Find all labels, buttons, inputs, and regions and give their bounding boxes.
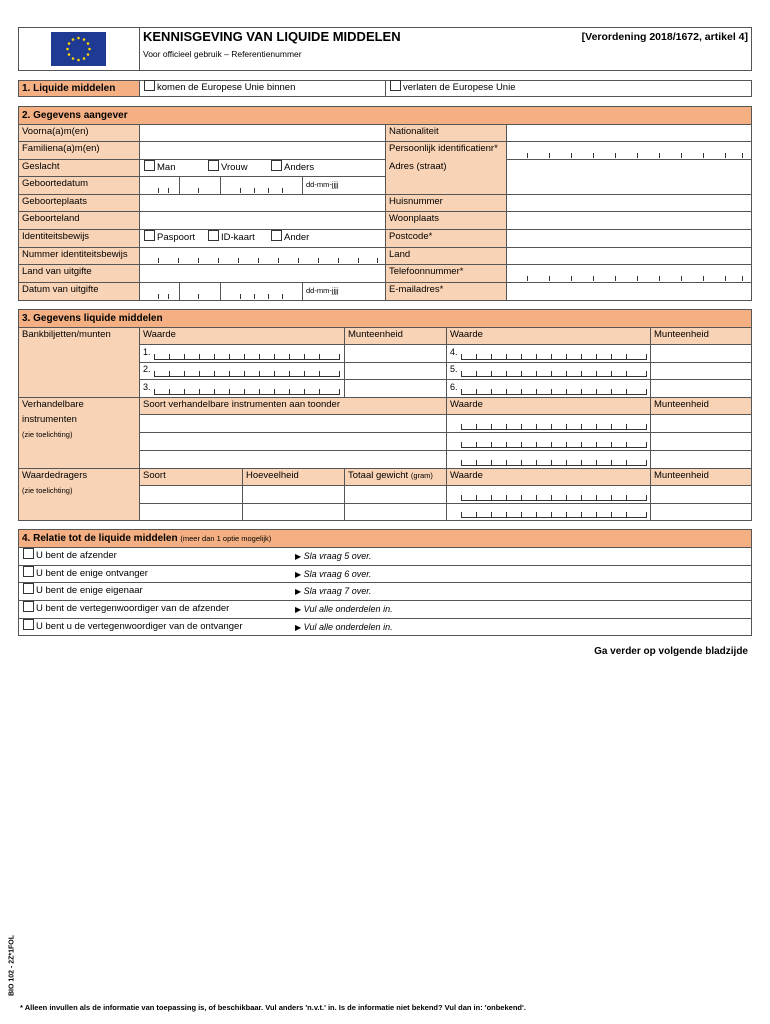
relation-option-receiver[interactable] xyxy=(20,566,148,582)
section1-title: 1. Liquide middelen xyxy=(19,81,139,96)
date-ticks xyxy=(228,293,302,299)
banknote-row-6[interactable] xyxy=(447,380,650,397)
label-country: Land xyxy=(389,249,411,260)
label-birth-date: Geboortedatum xyxy=(22,178,89,189)
official-use-label: Voor officieel gebruik – Referentienummer xyxy=(143,49,302,59)
label-first-names: Voorna(a)m(en) xyxy=(22,126,89,137)
option-entering-label: komen de Europese Unie binnen xyxy=(157,82,296,93)
id-other-label: Ander xyxy=(284,232,310,243)
header-divider xyxy=(139,27,140,71)
checkbox-icon[interactable] xyxy=(144,230,155,241)
section2-title: 2. Gegevens aangever xyxy=(19,107,751,124)
relation-note-text: Vul alle onderdelen in. xyxy=(303,604,393,614)
address-field[interactable] xyxy=(507,160,751,194)
date-ticks xyxy=(188,293,219,299)
banknote-row-4[interactable] xyxy=(447,345,650,362)
date-sep xyxy=(302,283,303,300)
relation-label: U bent de vertegenwoordiger van de afzender xyxy=(36,603,230,614)
label-see-note-2: (zie toelichting) xyxy=(22,486,73,495)
row-number: 2. xyxy=(143,364,151,374)
personal-id-field[interactable] xyxy=(507,142,751,159)
col-negotiable-type: Soort verhandelbare instrumenten aan toonder xyxy=(143,399,340,410)
relation-option-sender-rep[interactable] xyxy=(20,601,229,617)
relation-note-text: Sla vraag 6 over. xyxy=(303,569,372,579)
negotiable-value-field-2[interactable] xyxy=(447,433,650,450)
checkbox-icon[interactable] xyxy=(390,80,401,91)
form-title: KENNISGEVING VAN LIQUIDE MIDDELEN xyxy=(143,29,401,44)
value-ticks xyxy=(154,354,340,360)
value-ticks xyxy=(461,512,647,518)
value-ticks xyxy=(461,424,647,430)
label-house-number: Huisnummer xyxy=(389,196,443,207)
label-email: E-mailadres* xyxy=(389,284,444,295)
checkbox-icon[interactable] xyxy=(23,548,34,559)
label-banknotes: Bankbiljetten/munten xyxy=(22,329,111,340)
banknote-row-1[interactable] xyxy=(140,345,344,362)
col-currency-left: Munteenheid xyxy=(348,329,403,340)
checkbox-icon[interactable] xyxy=(271,160,282,171)
date-sep xyxy=(179,283,180,300)
checkbox-icon[interactable] xyxy=(208,230,219,241)
id-passport-label: Paspoort xyxy=(157,232,196,243)
section4-title xyxy=(19,530,751,547)
value-ticks xyxy=(461,389,647,395)
value-ticks xyxy=(154,371,340,377)
id-number-field[interactable] xyxy=(140,248,385,264)
checkbox-icon[interactable] xyxy=(271,230,282,241)
personal-id-ticks xyxy=(517,152,743,158)
postcode-field[interactable] xyxy=(507,230,751,247)
col-commodity-value: Waarde xyxy=(450,470,483,481)
label-issue-date: Datum van uitgifte xyxy=(22,284,99,295)
date-sep xyxy=(302,177,303,194)
negotiable-type-field-1[interactable] xyxy=(140,415,446,432)
id-passport-option[interactable] xyxy=(141,230,195,246)
s3-vline xyxy=(650,327,651,521)
eu-flag xyxy=(51,32,106,66)
relation-note xyxy=(292,566,371,583)
gender-woman-label: Vrouw xyxy=(221,162,248,173)
birth-country-field[interactable] xyxy=(140,212,385,229)
value-ticks xyxy=(154,389,340,395)
section3-title: 3. Gegevens liquide middelen xyxy=(19,310,751,327)
relation-label: U bent de enige eigenaar xyxy=(36,585,143,596)
col-commodity-currency: Munteenheid xyxy=(654,470,709,481)
triangle-right-icon: ▶ xyxy=(295,570,302,579)
negotiable-type-field-3[interactable] xyxy=(140,451,446,468)
checkbox-icon[interactable] xyxy=(23,583,34,594)
col-value-right: Waarde xyxy=(450,329,483,340)
footnote: * Alleen invullen als de informatie van toepassing is, of beschikbaar. Vul anders 'n.v.t.' in. Is de informatie niet bekend? Vul dan in: 'onbekend'. xyxy=(20,1003,526,1012)
value-ticks xyxy=(461,442,647,448)
checkbox-icon[interactable] xyxy=(23,601,34,612)
row-number: 1. xyxy=(143,347,151,357)
commodity-value-field-1[interactable] xyxy=(447,486,650,503)
label-surnames: Familiena(a)m(en) xyxy=(22,143,100,154)
label-negotiable-1: Verhandelbare xyxy=(22,399,84,410)
relation-note xyxy=(292,548,371,565)
checkbox-icon[interactable] xyxy=(144,160,155,171)
id-card-option[interactable] xyxy=(205,230,255,246)
label-birth-place: Geboorteplaats xyxy=(22,196,87,207)
col-negotiable-currency: Munteenheid xyxy=(654,399,709,410)
banknote-row-5[interactable] xyxy=(447,363,650,379)
house-number-field[interactable] xyxy=(507,195,751,211)
option-leaving-eu[interactable] xyxy=(387,80,516,96)
checkbox-icon[interactable] xyxy=(144,80,155,91)
value-ticks xyxy=(461,371,647,377)
label-nationality: Nationaliteit xyxy=(389,126,439,137)
label-gender: Geslacht xyxy=(22,161,60,172)
col-currency-right: Munteenheid xyxy=(654,329,709,340)
label-city: Woonplaats xyxy=(389,213,439,224)
option-leaving-label: verlaten de Europese Unie xyxy=(403,82,516,93)
label-issue-country: Land van uitgifte xyxy=(22,266,92,277)
relation-label: U bent u de vertegenwoordiger van de ontvanger xyxy=(36,621,243,632)
col-value-left: Waarde xyxy=(143,329,176,340)
label-id-doc: Identiteitsbewijs xyxy=(22,231,90,242)
date-hint: dd-mm-jjjj xyxy=(306,180,339,189)
city-field[interactable] xyxy=(507,212,751,229)
s2-hline xyxy=(19,159,386,160)
id-other-option[interactable] xyxy=(268,230,309,246)
value-ticks xyxy=(461,460,647,466)
relation-note xyxy=(292,619,393,636)
continue-next-page: Ga verder op volgende bladzijde xyxy=(594,646,748,657)
phone-field[interactable] xyxy=(507,265,751,282)
triangle-right-icon: ▶ xyxy=(295,623,302,632)
relation-option-owner[interactable] xyxy=(20,583,143,599)
regulation-ref: [Verordening 2018/1672, artikel 4] xyxy=(581,31,748,43)
value-ticks xyxy=(461,354,647,360)
s3-hline xyxy=(19,397,751,398)
triangle-right-icon: ▶ xyxy=(295,605,302,614)
label-phone: Telefoonnummer* xyxy=(389,266,464,277)
gender-other-label: Anders xyxy=(284,162,315,173)
relation-note xyxy=(292,601,393,618)
gender-man-label: Man xyxy=(157,162,176,173)
section4-subtitle: (meer dan 1 optie mogelijk) xyxy=(180,534,272,543)
date-ticks xyxy=(228,187,302,193)
relation-option-receiver-rep[interactable] xyxy=(20,619,243,635)
relation-label: U bent de enige ontvanger xyxy=(36,568,148,579)
eu-stars-icon xyxy=(66,37,91,62)
email-field[interactable] xyxy=(507,283,751,300)
relation-note-text: Sla vraag 5 over. xyxy=(303,551,372,561)
label-postcode: Postcode* xyxy=(389,231,433,242)
label-birth-country: Geboorteland xyxy=(22,213,80,224)
col-commodity-quantity: Hoeveelheid xyxy=(246,470,299,481)
section4-title-text: 4. Relatie tot de liquide middelen xyxy=(22,533,178,544)
label-personal-id: Persoonlijk identificatienr* xyxy=(389,143,498,154)
date-ticks xyxy=(148,187,179,193)
checkbox-icon[interactable] xyxy=(23,566,34,577)
label-address: Adres (straat) xyxy=(389,161,447,172)
relation-label: U bent de afzender xyxy=(36,550,117,561)
row-number: 5. xyxy=(450,364,458,374)
first-names-field[interactable] xyxy=(140,125,385,141)
negotiable-value-field-1[interactable] xyxy=(447,415,650,432)
checkbox-icon[interactable] xyxy=(208,160,219,171)
issue-country-field[interactable] xyxy=(140,265,385,282)
relation-note xyxy=(292,583,371,600)
label-id-number: Nummer identiteitsbewijs xyxy=(22,249,128,260)
label-negotiable-2: instrumenten xyxy=(22,414,77,425)
gender-man-option[interactable] xyxy=(141,160,175,176)
date-ticks xyxy=(148,293,179,299)
option-entering-eu[interactable] xyxy=(141,80,295,96)
id-number-ticks xyxy=(148,257,378,263)
row-number: 6. xyxy=(450,382,458,392)
relation-note-text: Vul alle onderdelen in. xyxy=(303,622,393,632)
s4-hline xyxy=(19,547,751,548)
banknote-row-3[interactable] xyxy=(140,380,344,397)
surnames-field[interactable] xyxy=(140,142,385,159)
banknote-row-2[interactable] xyxy=(140,363,344,379)
relation-option-sender[interactable] xyxy=(20,548,117,564)
row-number: 4. xyxy=(450,347,458,357)
birth-place-field[interactable] xyxy=(140,195,385,211)
col-negotiable-value: Waarde xyxy=(450,399,483,410)
triangle-right-icon: ▶ xyxy=(295,587,302,596)
gender-woman-option[interactable] xyxy=(205,160,248,176)
birth-date-field[interactable] xyxy=(140,177,385,194)
gender-other-option[interactable] xyxy=(268,160,314,176)
label-see-note: (zie toelichting) xyxy=(22,430,73,439)
label-commodities: Waardedragers xyxy=(22,470,88,481)
commodity-value-field-2[interactable] xyxy=(447,504,650,520)
value-ticks xyxy=(461,495,647,501)
nationality-field[interactable] xyxy=(507,125,751,141)
negotiable-value-field-3[interactable] xyxy=(447,451,650,468)
relation-note-text: Sla vraag 7 over. xyxy=(303,586,372,596)
triangle-right-icon: ▶ xyxy=(295,552,302,561)
checkbox-icon[interactable] xyxy=(23,619,34,630)
section1-divider-a xyxy=(139,80,140,97)
weight-label: Totaal gewicht xyxy=(348,470,409,481)
col-commodity-type: Soort xyxy=(143,470,166,481)
negotiable-type-field-2[interactable] xyxy=(140,433,446,450)
date-sep xyxy=(220,177,221,194)
country-field[interactable] xyxy=(507,248,751,264)
issue-date-field[interactable] xyxy=(140,283,385,300)
issue-date-hint: dd-mm-jjjj xyxy=(306,286,339,295)
col-commodity-weight xyxy=(345,468,433,484)
date-sep xyxy=(179,177,180,194)
date-ticks xyxy=(188,187,219,193)
date-sep xyxy=(220,283,221,300)
section1-divider-b xyxy=(385,80,386,97)
id-card-label: ID-kaart xyxy=(221,232,255,243)
phone-ticks xyxy=(517,275,743,281)
row-number: 3. xyxy=(143,382,151,392)
side-form-code: BIO 102 - 2Z*1FOL xyxy=(8,934,16,997)
weight-unit: (gram) xyxy=(410,471,433,480)
